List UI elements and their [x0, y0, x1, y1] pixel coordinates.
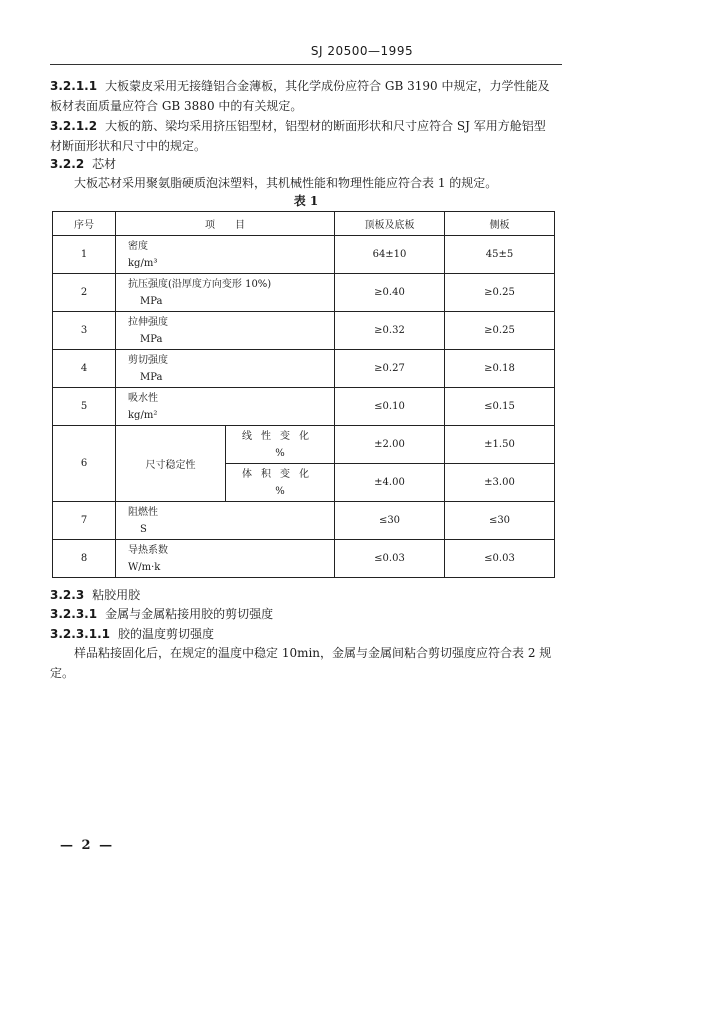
item-unit: W/m·k — [128, 561, 161, 573]
table-header-row — [53, 212, 555, 236]
clause-3-2-3-1-heading — [50, 604, 562, 624]
row-side: ≥0.25 — [445, 274, 555, 312]
table-row — [53, 426, 555, 464]
item-name: 剪切强度 — [128, 354, 168, 366]
table-row — [53, 274, 555, 312]
row-item: 尺寸稳定性 — [116, 426, 226, 502]
item-unit: MPa — [140, 333, 163, 345]
table-row — [53, 236, 555, 274]
row-num: 7 — [53, 502, 116, 540]
row-item — [116, 312, 335, 350]
row-top-bottom: ≤0.03 — [335, 540, 445, 578]
clause-3-2-1-2-line2: 材断面形状和尺寸中的规定。 — [50, 139, 207, 153]
clause-title: 胶的温度剪切强度 — [117, 627, 214, 641]
sub-item-unit: % — [275, 447, 285, 459]
page-number: — 2 — — [60, 838, 115, 853]
clause-3-2-1-1-line2: 板材表面质量应符合 GB 3880 中的有关规定。 — [50, 99, 303, 113]
clause-3-2-1-1-line1 — [50, 76, 562, 96]
row-top-bottom: ≥0.40 — [335, 274, 445, 312]
clause-number: 3.2.2 — [50, 157, 85, 171]
table-row — [53, 540, 555, 578]
item-unit: kg/m³ — [128, 257, 158, 269]
header-side: 侧板 — [445, 212, 555, 236]
row-side: ≥0.18 — [445, 350, 555, 388]
clause-title: 粘胶用胶 — [92, 588, 141, 602]
row-num: 6 — [53, 426, 116, 502]
item-name: 导热系数 — [128, 544, 168, 556]
row-top-bottom: 64±10 — [335, 236, 445, 274]
row-side: ≤0.03 — [445, 540, 555, 578]
item-unit: kg/m² — [128, 409, 158, 421]
document-number: SJ 20500—1995 — [310, 44, 414, 58]
header-item: 项 目 — [116, 212, 335, 236]
table-row — [53, 312, 555, 350]
row-item — [116, 502, 335, 540]
row-top-bottom: ≥0.32 — [335, 312, 445, 350]
row-num: 1 — [53, 236, 116, 274]
row-top-bottom: ≤30 — [335, 502, 445, 540]
clause-3-2-1-2-line1 — [50, 116, 562, 136]
clause-number: 3.2.1.1 — [50, 79, 98, 93]
clause-text: 大板的筋、梁均采用挤压铝型材，铝型材的断面形状和尺寸应符合 SJ 军用方舱铝型 — [105, 119, 546, 133]
table-row — [53, 388, 555, 426]
clause-3-2-2-body: 大板芯材采用聚氨脂硬质泡沫塑料，其机械性能和物理性能应符合表 1 的规定。 — [74, 176, 498, 190]
table-row — [53, 350, 555, 388]
clause-3-2-3-1-1-body-line1: 样品粘接固化后，在规定的温度中稳定 10min，金属与金属间粘合剪切强度应符合表 2 规 — [74, 646, 552, 660]
clause-number: 3.2.1.2 — [50, 119, 98, 133]
sub-item-unit: % — [275, 485, 285, 497]
row-num: 4 — [53, 350, 116, 388]
row-num: 2 — [53, 274, 116, 312]
clause-3-2-2-heading — [50, 154, 562, 174]
item-unit: MPa — [140, 371, 163, 383]
core-material-properties-table — [52, 211, 555, 578]
sub-item — [226, 426, 335, 464]
row-num: 3 — [53, 312, 116, 350]
sub-item-name: 体积变化 — [242, 468, 318, 480]
row-item — [116, 540, 335, 578]
row-item — [116, 388, 335, 426]
row-side: ±3.00 — [445, 464, 555, 502]
table-row — [53, 502, 555, 540]
row-item — [116, 274, 335, 312]
row-side: ≥0.25 — [445, 312, 555, 350]
table-caption: 表 1 — [293, 194, 319, 208]
row-side: 45±5 — [445, 236, 555, 274]
header-top-bottom: 顶板及底板 — [335, 212, 445, 236]
clause-title: 金属与金属粘接用胶的剪切强度 — [105, 607, 274, 621]
header-num: 序号 — [53, 212, 116, 236]
clause-3-2-3-heading — [50, 585, 562, 605]
item-name: 拉伸强度 — [128, 316, 168, 328]
row-top-bottom: ≤0.10 — [335, 388, 445, 426]
row-side: ±1.50 — [445, 426, 555, 464]
clause-number: 3.2.3.1 — [50, 607, 98, 621]
clause-title: 芯材 — [92, 157, 117, 171]
row-item — [116, 350, 335, 388]
item-name: 吸水性 — [128, 392, 158, 404]
clause-text: 大板蒙皮采用无接缝铝合金薄板，其化学成份应符合 GB 3190 中规定，力学性能及 — [105, 79, 550, 93]
sub-item — [226, 464, 335, 502]
row-num: 5 — [53, 388, 116, 426]
item-unit: MPa — [140, 295, 163, 307]
row-top-bottom: ±2.00 — [335, 426, 445, 464]
row-item — [116, 236, 335, 274]
sub-item-name: 线性变化 — [242, 430, 318, 442]
clause-number: 3.2.3 — [50, 588, 85, 602]
row-num: 8 — [53, 540, 116, 578]
row-top-bottom: ≥0.27 — [335, 350, 445, 388]
clause-number: 3.2.3.1.1 — [50, 627, 110, 641]
item-unit: S — [140, 523, 147, 535]
clause-3-2-3-1-1-body-line2: 定。 — [50, 666, 75, 680]
row-side: ≤0.15 — [445, 388, 555, 426]
row-top-bottom: ±4.00 — [335, 464, 445, 502]
clause-3-2-3-1-1-heading — [50, 624, 562, 644]
item-name: 阻燃性 — [128, 506, 158, 518]
header-rule — [50, 64, 562, 65]
item-name: 抗压强度(沿厚度方向变形 10%) — [128, 278, 272, 290]
row-side: ≤30 — [445, 502, 555, 540]
item-name: 密度 — [128, 240, 148, 252]
